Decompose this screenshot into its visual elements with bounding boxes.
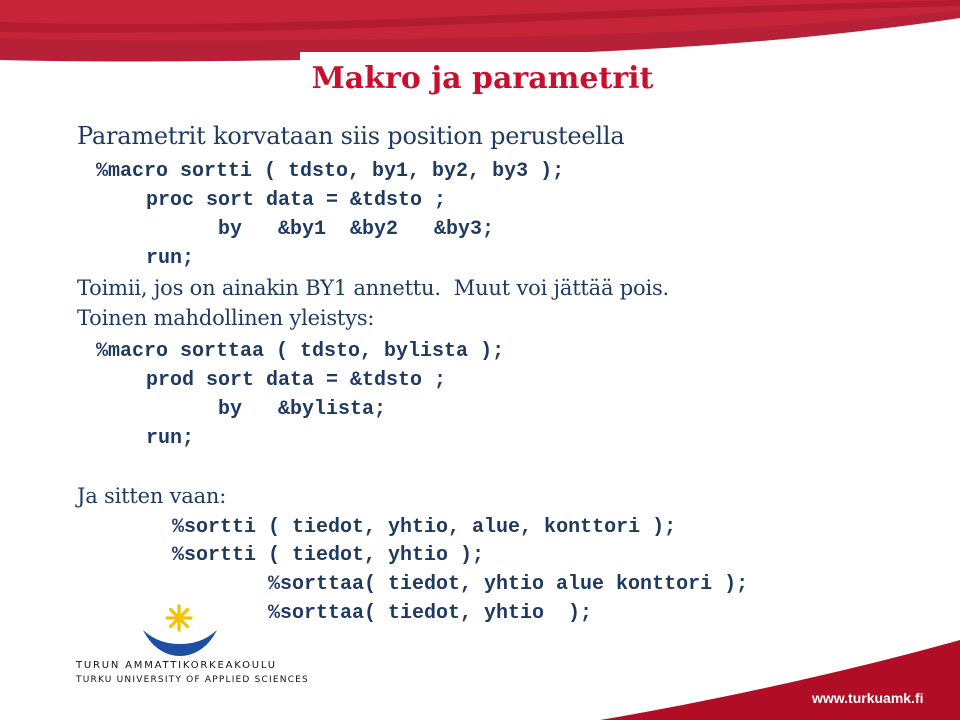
code-line: %sortti ( tiedot, yhtio );: [172, 544, 485, 567]
code-line: %macro sortti ( tdsto, by1, by2, by3 );: [96, 160, 565, 183]
code-line: proc sort data = &tdsto ;: [146, 189, 447, 212]
code-line: run;: [146, 247, 195, 270]
code-line: prod sort data = &tdsto ;: [146, 369, 447, 392]
bottom-red-swoosh: [600, 640, 960, 720]
code-line: by &bylista;: [218, 398, 387, 421]
asterisk-sun-over-bowl-icon: [140, 604, 220, 662]
org-name-finnish: TURUN AMMATTIKORKEAKOULU: [76, 660, 277, 671]
code-line: %sorttaa( tiedot, yhtio );: [268, 602, 593, 625]
code-line: by &by1 &by2 &by3;: [218, 218, 495, 241]
slide-title: Makro ja parametrit: [300, 52, 665, 106]
code-line: %sortti ( tiedot, yhtio, alue, konttori );: [172, 516, 677, 539]
code-line: %sorttaa( tiedot, yhtio alue konttori );: [268, 573, 749, 596]
note-text: Toimii, jos on ainakin BY1 annettu. Muut voi jättää pois.: [77, 276, 670, 300]
footer-url-link[interactable]: www.turkuamk.fi: [812, 690, 924, 706]
code-line: run;: [146, 427, 195, 450]
code-line: %macro sorttaa ( tdsto, bylista );: [96, 340, 505, 363]
heading-generalization: Toinen mahdollinen yleistys:: [77, 306, 375, 330]
org-name-english: TURKU UNIVERSITY OF APPLIED SCIENCES: [76, 675, 309, 685]
heading-usage: Ja sitten vaan:: [77, 484, 227, 508]
heading-parameters: Parametrit korvataan siis position perusteella: [77, 122, 625, 150]
